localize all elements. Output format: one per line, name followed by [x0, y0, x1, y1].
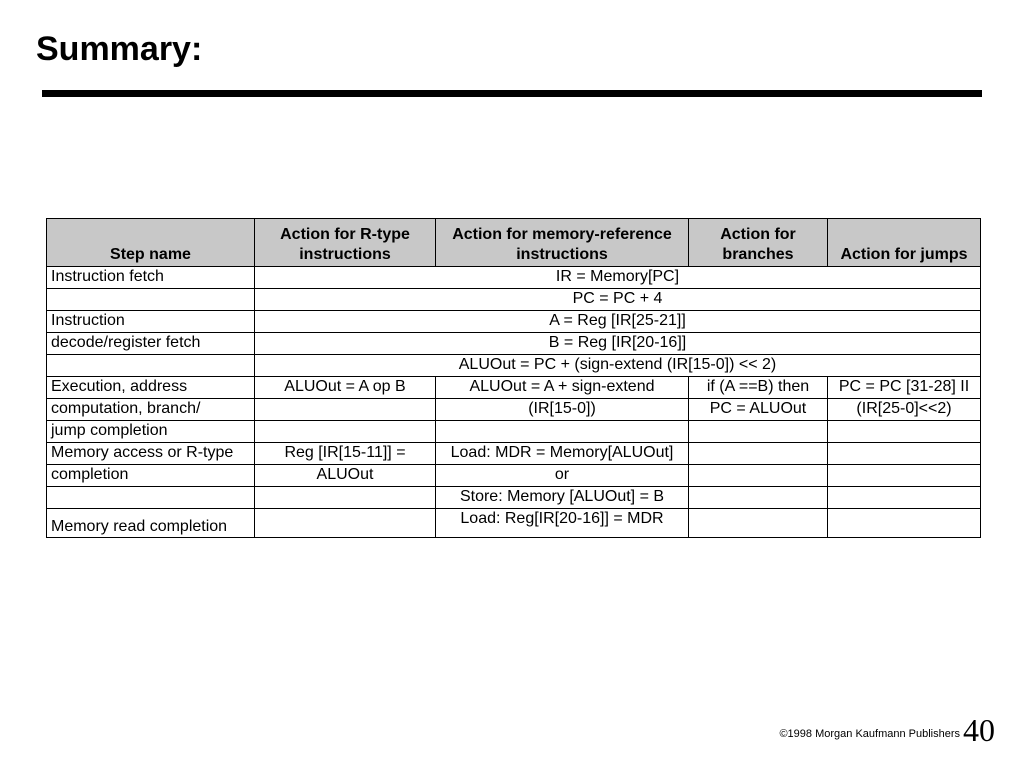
header-jumps: Action for jumps: [828, 219, 981, 267]
step-name-cell: computation, branch/: [47, 399, 255, 421]
step-name-cell: [47, 289, 255, 311]
memref-action-cell: (IR[15-0]): [436, 399, 689, 421]
jump-action-cell: [828, 509, 981, 538]
step-name-cell: jump completion: [47, 421, 255, 443]
memref-action-cell: ALUOut = A + sign-extend: [436, 377, 689, 399]
step-name-cell: Execution, address: [47, 377, 255, 399]
branch-action-cell: [689, 487, 828, 509]
memref-action-cell: Store: Memory [ALUOut] = B: [436, 487, 689, 509]
table-header-row: [47, 219, 981, 267]
jump-action-cell: PC = PC [31-28] II: [828, 377, 981, 399]
header-memory-reference: Action for memory-reference instructions: [436, 219, 689, 267]
branch-action-cell: [689, 443, 828, 465]
step-name-cell: decode/register fetch: [47, 333, 255, 355]
rtype-action-cell: [255, 399, 436, 421]
table-row: [47, 311, 981, 333]
table-row: [47, 267, 981, 289]
rtype-action-cell: [255, 487, 436, 509]
memref-action-cell: or: [436, 465, 689, 487]
table-row: [47, 421, 981, 443]
shared-action-cell: A = Reg [IR[25-21]]: [255, 311, 981, 333]
step-name-cell: completion: [47, 465, 255, 487]
header-step-name: Step name: [47, 219, 255, 267]
memref-action-cell: Load: MDR = Memory[ALUOut]: [436, 443, 689, 465]
title-divider: [42, 90, 982, 97]
branch-action-cell: [689, 509, 828, 538]
page-number: 40: [963, 712, 995, 748]
jump-action-cell: [828, 421, 981, 443]
copyright-notice: ©1998 Morgan Kaufmann Publishers: [779, 728, 960, 740]
step-name-cell: Memory read completion: [47, 509, 255, 538]
step-name-cell: Instruction: [47, 311, 255, 333]
memref-action-cell: [436, 421, 689, 443]
step-name-cell: Instruction fetch: [47, 267, 255, 289]
shared-action-cell: B = Reg [IR[20-16]]: [255, 333, 981, 355]
rtype-action-cell: [255, 421, 436, 443]
shared-action-cell: ALUOut = PC + (sign-extend (IR[15-0]) << 2): [255, 355, 981, 377]
rtype-action-cell: ALUOut = A op B: [255, 377, 436, 399]
table-row: [47, 399, 981, 421]
jump-action-cell: (IR[25-0]<<2): [828, 399, 981, 421]
step-name-cell: Memory access or R-type: [47, 443, 255, 465]
summary-table: [46, 218, 981, 538]
shared-action-cell: IR = Memory[PC]: [255, 267, 981, 289]
branch-action-cell: [689, 421, 828, 443]
table-row: [47, 377, 981, 399]
table-row: [47, 333, 981, 355]
header-branches: Action for branches: [689, 219, 828, 267]
branch-action-cell: PC = ALUOut: [689, 399, 828, 421]
table-row: [47, 443, 981, 465]
table-row: [47, 465, 981, 487]
step-name-cell: [47, 487, 255, 509]
shared-action-cell: PC = PC + 4: [255, 289, 981, 311]
branch-action-cell: [689, 465, 828, 487]
branch-action-cell: if (A ==B) then: [689, 377, 828, 399]
step-name-cell: [47, 355, 255, 377]
table-row: [47, 289, 981, 311]
table-row: [47, 487, 981, 509]
rtype-action-cell: Reg [IR[15-11]] =: [255, 443, 436, 465]
jump-action-cell: [828, 443, 981, 465]
memref-action-cell: Load: Reg[IR[20-16]] = MDR: [436, 509, 689, 538]
table-row: [47, 509, 981, 538]
jump-action-cell: [828, 465, 981, 487]
jump-action-cell: [828, 487, 981, 509]
table-row: [47, 355, 981, 377]
page-title: Summary:: [36, 30, 203, 68]
rtype-action-cell: ALUOut: [255, 465, 436, 487]
rtype-action-cell: [255, 509, 436, 538]
header-rtype: Action for R-type instructions: [255, 219, 436, 267]
